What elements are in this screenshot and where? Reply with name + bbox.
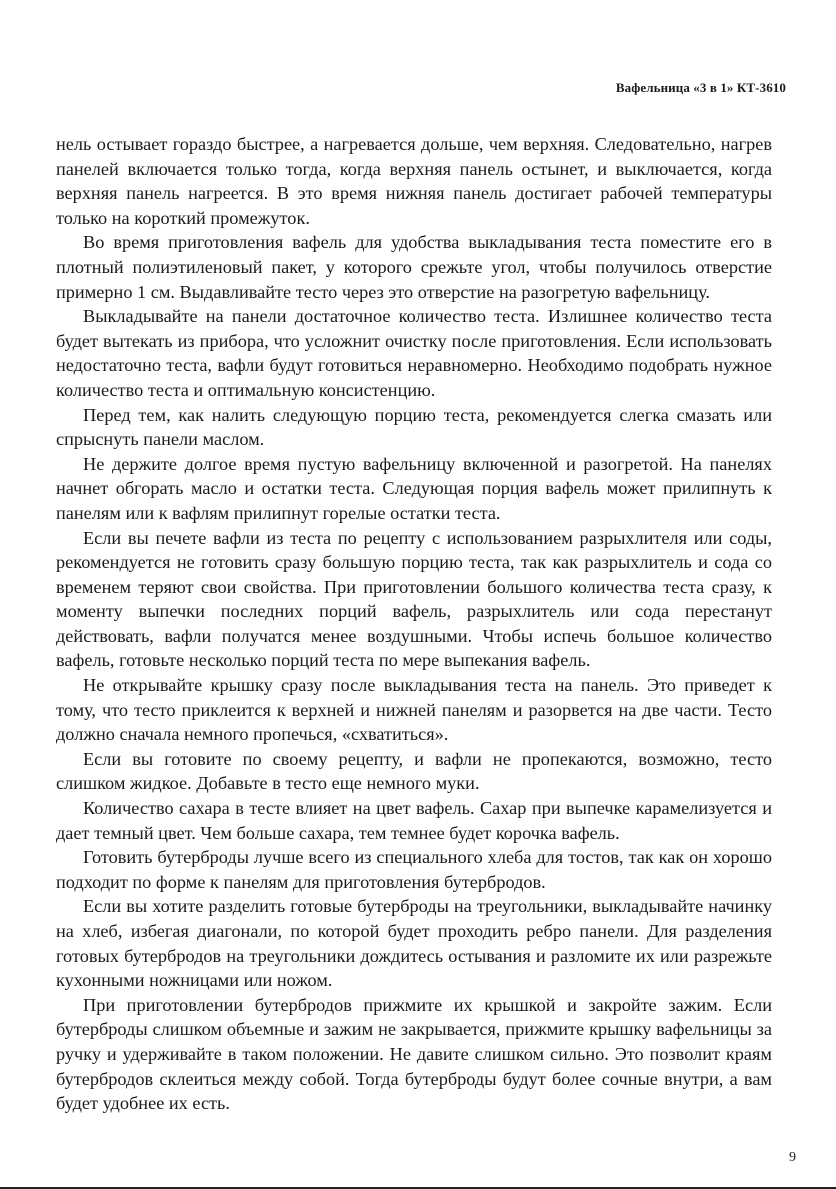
- paragraph-sandwich-press: При приготовлении бутербродов прижмите их крышкой и закройте зажим. Если бутерброды слишком объемные и зажим не закрывается, прижмите крышку вафельницы за ручку и удерживайте в таком положении. Не давите слишком сильно. Это позволит краям бутербродов склеиться между собой. Тогда бутерброды будут более сочные внутри, а вам будет удобнее их есть.: [56, 994, 772, 1114]
- document-header-title: Вафельница «3 в 1» КТ-3610: [615, 80, 786, 95]
- paragraph-empty-iron: Не держите долгое время пустую вафельницу включенной и разогретой. На панелях начнет обгорать масло и остатки теста. Следующая порция вафель может прилипнуть к панелям или к вафлям прилипнут горелые остатки теста.: [56, 453, 772, 523]
- paragraph-oil-panels: Перед тем, как налить следующую порцию теста, рекомендуется слегка смазать или спрыснуть панели маслом.: [56, 404, 772, 450]
- paragraph-continuation: нель остывает гораздо быстрее, а нагревается дольше, чем верхняя. Следовательно, нагрев панелей включается только тогда, когда верхняя панель остынет, и выключается, когда верхняя панель нагреется. В это время нижняя панель достигает рабочей температуры только на короткий промежуток.: [56, 134, 772, 228]
- page-number: 9: [789, 1150, 796, 1165]
- paragraph-toast-bread: Готовить бутерброды лучше всего из специального хлеба для тостов, так как он хорошо подходит по форме к панелям для приготовления бутербродов.: [56, 847, 772, 892]
- document-body: [56, 132, 772, 1116]
- paragraph-triangles: Если вы хотите разделить готовые бутерброды на треугольники, выкладывайте начинку на хлеб, избегая диагонали, по которой будет проходить ребро панели. Для разделения готовых бутербродов на треугольники дождитесь остывания и разломите их или разрежьте кухонными ножницами или ножом.: [56, 896, 772, 991]
- paragraph-batter-amount: Выкладывайте на панели достаточное количество теста. Излишнее количество теста будет вытекать из прибора, что усложнит очистку после приготовления. Если использовать недостаточно теста, вафли будут готовиться неравномерно. Необходимо подобрать нужное количество теста и оптимальную консистенцию.: [56, 306, 772, 400]
- paragraph-sugar: Количество сахара в тесте влияет на цвет вафель. Сахар при выпечке карамелизуется и дает темный цвет. Чем больше сахара, тем темнее будет корочка вафель.: [56, 798, 772, 843]
- paragraph-baking-powder: Если вы печете вафли из теста по рецепту с использованием разрыхлителя или соды, рекомендуется не готовить сразу большую порцию теста, так как разрыхлитель и сода со временем теряют свои свойства. При приготовлении большого количества теста сразу, к моменту выпечки последних порций вафель, разрыхлитель или сода перестанут действовать, вафли получатся менее воздушными. Чтобы испечь большое количество вафель, готовьте несколько порций теста по мере выпекания вафель.: [56, 527, 772, 671]
- paragraph-lid-open: Не открывайте крышку сразу после выкладывания теста на панель. Это приведет к тому, что тесто приклеится к верхней и нижней панелям и разорвется на две части. Тесто должно сначала немного пропечься, «схватиться».: [56, 675, 772, 745]
- paragraph-liquid-batter: Если вы готовите по своему рецепту, и вафли не пропекаются, возможно, тесто слишком жидкое. Добавьте в тесто еще немного муки.: [56, 748, 772, 794]
- paragraph-batter-bag: Во время приготовления вафель для удобства выкладывания теста поместите его в плотный полиэтиленовый пакет, у которого срежьте угол, чтобы получилось отверстие примерно 1 см. Выдавливайте тесто через это отверстие на разогретую вафельницу.: [56, 232, 772, 302]
